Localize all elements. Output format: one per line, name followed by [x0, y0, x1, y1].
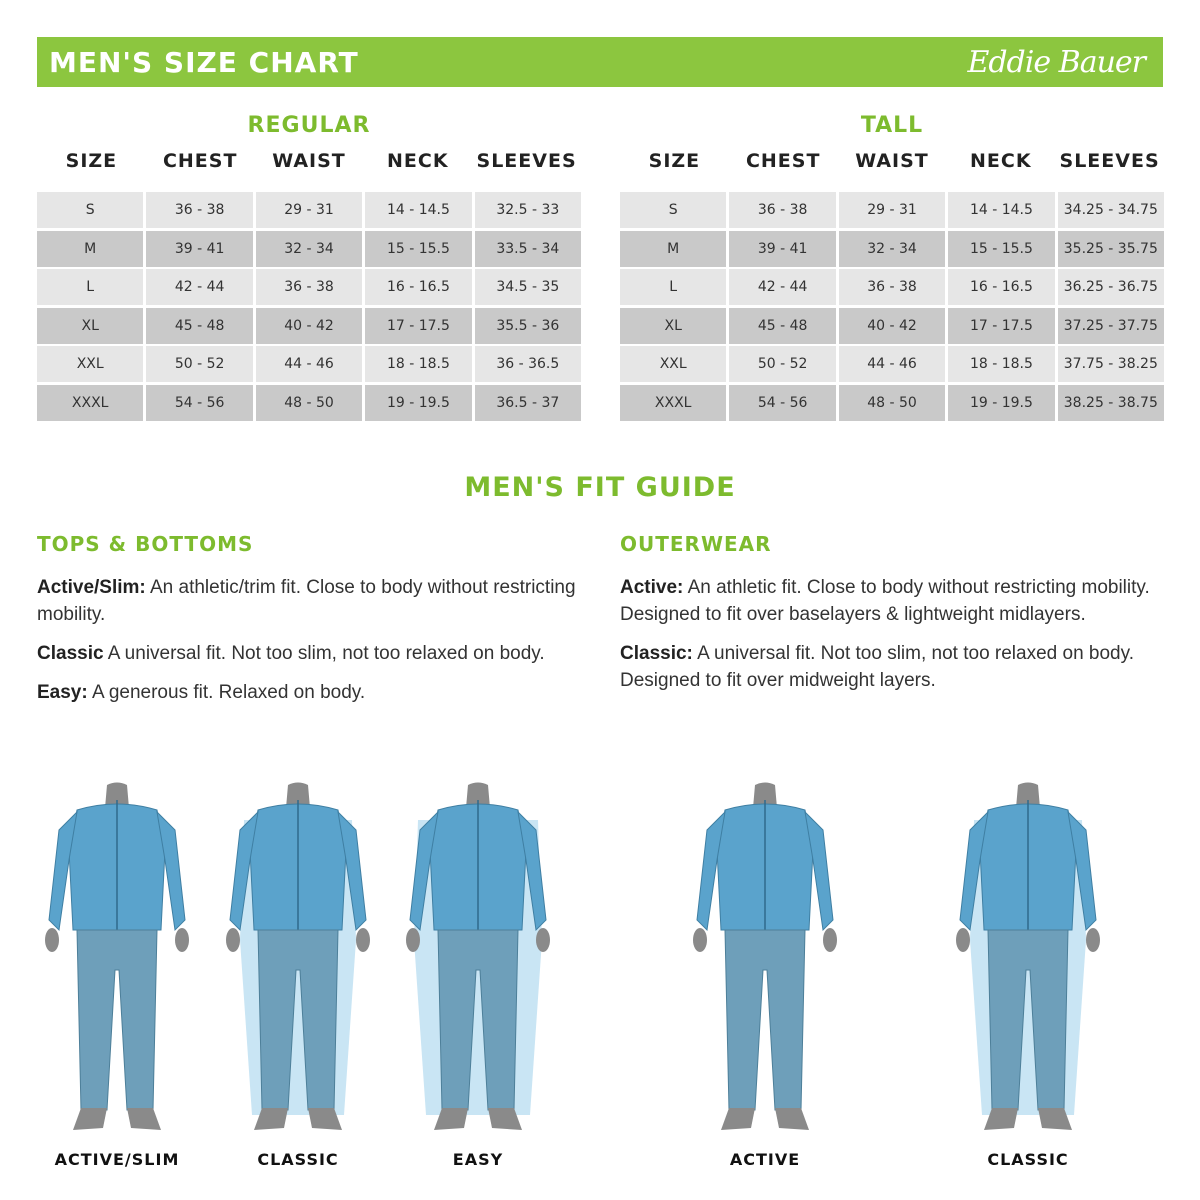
neck-cell: 17 - 17.5 — [365, 308, 471, 344]
fit-text: A universal fit. Not too slim, not too relaxed on body. — [107, 643, 545, 664]
table-row — [37, 192, 581, 228]
figure-shape — [226, 928, 240, 952]
column-header-chest: CHEST — [162, 150, 238, 172]
chest-cell: 36 - 38 — [146, 192, 252, 228]
chest-cell: 39 - 41 — [729, 231, 835, 267]
waist-cell: 32 - 34 — [256, 231, 362, 267]
sleeves-cell: 35.25 - 35.75 — [1058, 231, 1164, 267]
figure-shape — [406, 928, 420, 952]
neck-cell: 19 - 19.5 — [365, 385, 471, 421]
figure-shape — [956, 928, 970, 952]
size-chart-banner — [37, 37, 1163, 87]
sleeves-cell: 34.25 - 34.75 — [1058, 192, 1164, 228]
size-cell: S — [620, 192, 726, 228]
waist-cell: 29 - 31 — [256, 192, 362, 228]
size-cell: XXL — [620, 346, 726, 382]
figure-label: CLASSIC — [257, 1150, 339, 1169]
figure-shape — [775, 1108, 809, 1130]
table-row — [620, 385, 1164, 421]
table-row — [620, 231, 1164, 267]
regular-table-body — [37, 192, 581, 421]
waist-cell: 48 - 50 — [839, 385, 945, 421]
column-header-neck: NECK — [387, 150, 449, 172]
neck-cell: 17 - 17.5 — [948, 308, 1054, 344]
waist-cell: 44 - 46 — [256, 346, 362, 382]
sleeves-cell: 38.25 - 38.75 — [1058, 385, 1164, 421]
table-row — [37, 346, 581, 382]
chest-cell: 42 - 44 — [146, 269, 252, 305]
fit-description — [620, 574, 1165, 628]
size-cell: XXXL — [620, 385, 726, 421]
figure-shape — [45, 928, 59, 952]
column-header-chest: CHEST — [745, 150, 821, 172]
table-row — [37, 269, 581, 305]
size-cell: XXXL — [37, 385, 143, 421]
tall-column-headers — [620, 140, 1164, 182]
figure-shape — [536, 928, 550, 952]
size-cell: XL — [620, 308, 726, 344]
chest-cell: 50 - 52 — [146, 346, 252, 382]
table-row — [620, 192, 1164, 228]
fit-figure-4 — [685, 780, 845, 1140]
column-header-waist: WAIST — [855, 150, 929, 172]
fit-figure-1 — [37, 780, 197, 1140]
figure-shape — [823, 928, 837, 952]
column-header-size: SIZE — [65, 150, 118, 172]
table-row — [620, 269, 1164, 305]
figure-shape — [127, 1108, 161, 1130]
fit-term: Active/Slim: — [37, 577, 146, 598]
neck-cell: 14 - 14.5 — [365, 192, 471, 228]
chest-cell: 54 - 56 — [146, 385, 252, 421]
sleeves-cell: 33.5 - 34 — [475, 231, 581, 267]
column-header-size: SIZE — [648, 150, 701, 172]
figure-shape — [725, 930, 805, 1110]
neck-cell: 18 - 18.5 — [365, 346, 471, 382]
fit-description — [37, 574, 582, 628]
sleeves-cell: 34.5 - 35 — [475, 269, 581, 305]
sleeves-cell: 36.25 - 36.75 — [1058, 269, 1164, 305]
waist-cell: 44 - 46 — [839, 346, 945, 382]
size-cell: M — [620, 231, 726, 267]
figure-shape — [693, 928, 707, 952]
sleeves-cell: 36 - 36.5 — [475, 346, 581, 382]
outerwear-heading: OUTERWEAR — [620, 532, 772, 556]
chest-cell: 39 - 41 — [146, 231, 252, 267]
outerwear-section — [620, 532, 1165, 694]
fit-description — [37, 640, 582, 667]
chest-cell: 45 - 48 — [146, 308, 252, 344]
neck-cell: 16 - 16.5 — [365, 269, 471, 305]
fit-figure-3 — [398, 780, 558, 1140]
size-cell: XXL — [37, 346, 143, 382]
table-row — [620, 308, 1164, 344]
size-cell: S — [37, 192, 143, 228]
fit-term: Easy: — [37, 682, 88, 703]
fit-figure-2 — [218, 780, 378, 1140]
regular-column-headers — [37, 140, 581, 182]
figure-shape — [77, 930, 157, 1110]
table-row — [37, 385, 581, 421]
tall-table-body — [620, 192, 1164, 421]
column-header-waist: WAIST — [272, 150, 346, 172]
column-header-sleeves: SLEEVES — [476, 150, 577, 172]
table-row — [37, 308, 581, 344]
banner-title: MEN'S SIZE CHART — [49, 45, 359, 79]
neck-cell: 14 - 14.5 — [948, 192, 1054, 228]
neck-cell: 15 - 15.5 — [948, 231, 1054, 267]
figure-shape — [1086, 928, 1100, 952]
size-cell: XL — [37, 308, 143, 344]
fit-text: An athletic fit. Close to body without restricting mobility. Designed to fit over baselayers & lightweight midlayers. — [620, 577, 1150, 625]
figure-label: CLASSIC — [987, 1150, 1069, 1169]
chest-cell: 54 - 56 — [729, 385, 835, 421]
waist-cell: 32 - 34 — [839, 231, 945, 267]
fit-term: Classic: — [620, 643, 693, 664]
sleeves-cell: 35.5 - 36 — [475, 308, 581, 344]
size-cell: L — [620, 269, 726, 305]
chest-cell: 45 - 48 — [729, 308, 835, 344]
column-header-neck: NECK — [970, 150, 1032, 172]
waist-cell: 36 - 38 — [256, 269, 362, 305]
column-header-sleeves: SLEEVES — [1059, 150, 1160, 172]
table-row — [620, 346, 1164, 382]
chest-cell: 36 - 38 — [729, 192, 835, 228]
size-cell: M — [37, 231, 143, 267]
sleeves-cell: 37.75 - 38.25 — [1058, 346, 1164, 382]
brand-logo: Eddie Bauer — [967, 44, 1145, 80]
figure-label: ACTIVE/SLIM — [54, 1150, 180, 1169]
neck-cell: 15 - 15.5 — [365, 231, 471, 267]
sleeves-cell: 32.5 - 33 — [475, 192, 581, 228]
tall-heading: TALL — [860, 113, 924, 138]
fit-text: A generous fit. Relaxed on body. — [91, 682, 366, 703]
neck-cell: 19 - 19.5 — [948, 385, 1054, 421]
fit-term: Classic — [37, 643, 104, 664]
chest-cell: 42 - 44 — [729, 269, 835, 305]
figure-shape — [356, 928, 370, 952]
figure-shape — [721, 1108, 755, 1130]
waist-cell: 48 - 50 — [256, 385, 362, 421]
neck-cell: 18 - 18.5 — [948, 346, 1054, 382]
figure-shape — [73, 1108, 107, 1130]
fit-term: Active: — [620, 577, 684, 598]
figure-label: ACTIVE — [729, 1150, 801, 1169]
figure-label: EASY — [452, 1150, 504, 1169]
neck-cell: 16 - 16.5 — [948, 269, 1054, 305]
sleeves-cell: 37.25 - 37.75 — [1058, 308, 1164, 344]
waist-cell: 36 - 38 — [839, 269, 945, 305]
tall-size-table — [620, 112, 1164, 424]
tops-bottoms-heading: TOPS & BOTTOMS — [37, 532, 254, 556]
fit-guide-title: MEN'S FIT GUIDE — [464, 472, 736, 503]
regular-size-table — [37, 112, 581, 424]
fit-description — [37, 679, 582, 706]
waist-cell: 40 - 42 — [256, 308, 362, 344]
size-cell: L — [37, 269, 143, 305]
fit-text: An athletic/trim fit. Close to body without restricting mobility. — [37, 577, 576, 625]
fit-figure-5 — [948, 780, 1108, 1140]
fit-description — [620, 640, 1165, 694]
figure-shape — [175, 928, 189, 952]
fit-text: A universal fit. Not too slim, not too relaxed on body. Designed to fit over midweight layers. — [620, 643, 1134, 691]
waist-cell: 29 - 31 — [839, 192, 945, 228]
table-row — [37, 231, 581, 267]
chest-cell: 50 - 52 — [729, 346, 835, 382]
waist-cell: 40 - 42 — [839, 308, 945, 344]
regular-heading: REGULAR — [247, 113, 371, 138]
tops-bottoms-section — [37, 532, 582, 706]
sleeves-cell: 36.5 - 37 — [475, 385, 581, 421]
